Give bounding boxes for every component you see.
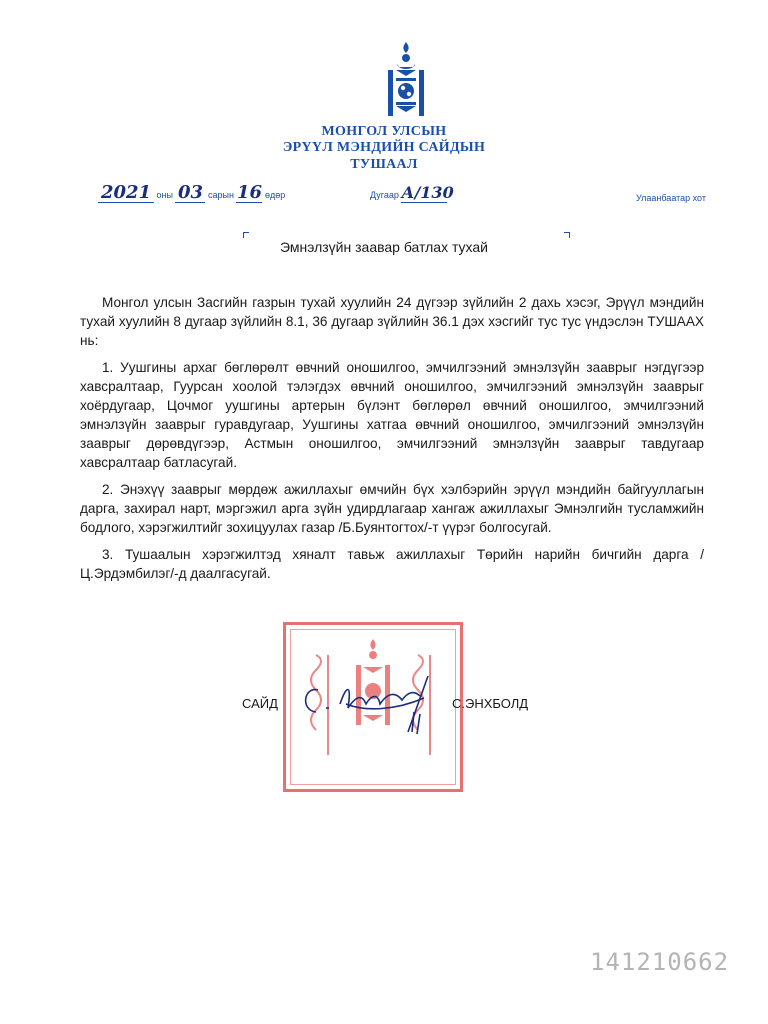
order-title: ТУШААЛ xyxy=(350,157,418,172)
order-number xyxy=(370,183,454,203)
paragraph-item-3: 3. Тушаалын хэрэгжилтэд хяналт тавьж ажиллахыг Төрийн нарийн бичгийн дарга /Ц.Эрдэмбилэг/-д даалгасугай. xyxy=(80,547,704,581)
soyombo-emblem-icon xyxy=(386,40,426,120)
signatory-name: С.ЭНХБОЛД xyxy=(452,696,529,711)
date-year: 2021 xyxy=(98,184,154,203)
subject-corner-right xyxy=(564,232,570,238)
subject-corner-left xyxy=(243,232,249,238)
order-number-value: А/130 xyxy=(401,183,454,202)
document-body xyxy=(80,293,704,591)
date-month-label: сарын xyxy=(208,190,234,200)
date-day: 16 xyxy=(236,182,262,203)
city: Улаанбаатар хот xyxy=(636,193,706,203)
paragraph-preamble: Монгол улсын Засгийн газрын тухай хуулийн 24 дүгээр зүйлийн 2 дахь хэсэг, Эрүүл мэндийн тухай хуулийн 8 дугаар зүйлийн 8.1, 36 дугаар зүйлийн 36.1 дэх хэсгийг тус тус үндэслэн ТУШААХ нь: xyxy=(80,295,704,348)
document-subject: Эмнэлзүйн заавар батлах тухай xyxy=(279,239,488,255)
handwritten-signature-icon xyxy=(296,668,446,738)
date-month: 03 xyxy=(175,184,205,203)
date-line xyxy=(98,184,285,203)
paragraph-item-1: 1. Уушгины архаг бөглөрөлт өвчний оношилгоо, эмчилгээний эмнэлзүйн зааврыг нэгдүгээр хавсралтаар, Гуурсан хоолой тэлэгдэх өвчний оношилгоо, эмчилгээний эмнэлзүйн зааврыг хоёрдугаар, Цочмог уушгины артерын бүлэнт бөглөрөл өвчний оношилгоо, эмчилгээний эмнэлзүйн зааврыг гуравдугаар, Уушгины хатгаа өвчний оношилгоо, эмчилгээний эмнэлзүйн зааврыг дөрөвдүгээр, Астмын оношилгоо, эмчилгээний эмнэлзүйн зааврыг тавдугаар хавсралтаар батласугай. xyxy=(80,360,704,470)
ministry-line-1: МОНГОЛ УЛСЫН xyxy=(321,124,447,139)
order-number-label: Дугаар xyxy=(370,190,399,200)
ministry-line-2: ЭРҮҮЛ МЭНДИЙН САЙДЫН xyxy=(282,140,486,155)
paragraph-item-2: 2. Энэхүү зааврыг мөрдөж ажиллахыг өмчийн бүх хэлбэрийн эрүүл мэндийн байгууллагын дарга, захирал нарт, мэргэжил арга зүйн удирдлагаар хангаж ажиллахыг Эмнэлгийн тусламжийн бодлого, хэрэгжилтийг зохицуулах газар /Б.Буянтогтох/-т үүрэг болгосугай. xyxy=(80,482,704,535)
date-day-label: өдөр xyxy=(264,190,286,200)
signatory-title: САЙД xyxy=(242,696,278,711)
document-serial-number: 141210662 xyxy=(590,948,730,976)
date-year-label: оны xyxy=(156,190,173,200)
